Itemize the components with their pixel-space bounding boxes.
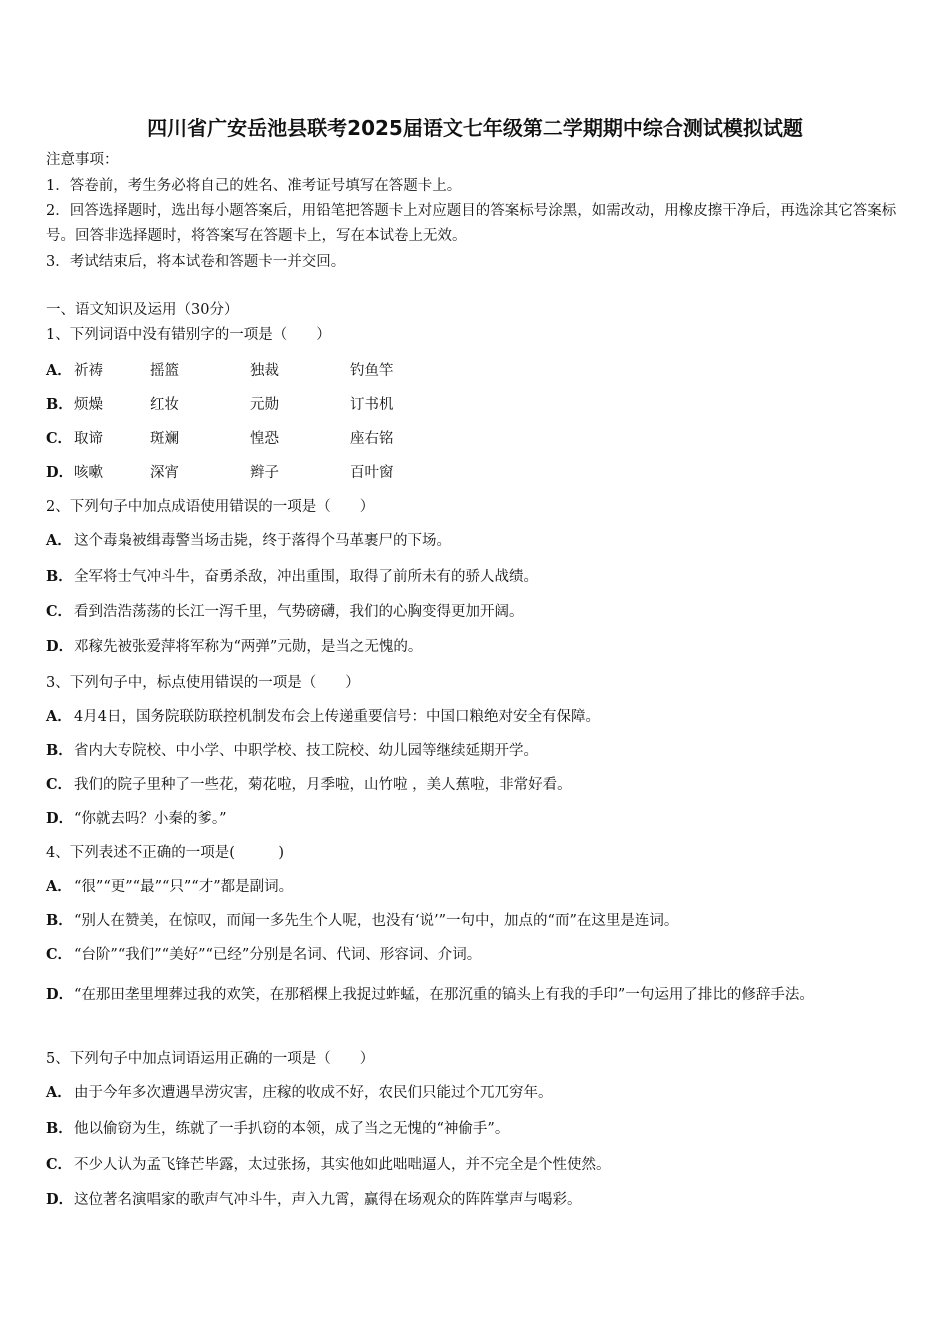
question-1-stem: 1、下列词语中没有错别字的一项是（ ） [46, 327, 331, 343]
option-text: “台阶”“我们”“美好”“已经”分别是名词、代词、形容词、介词。 [74, 947, 482, 963]
option-word: 惶恐 [250, 431, 279, 447]
question-5-stem: 5、下列句子中加点词语运用正确的一项是（ ） [46, 1051, 375, 1067]
question-2-stem: 2、下列句子中加点成语使用错误的一项是（ ） [46, 499, 375, 515]
option-text: 4月4日，国务院联防联控机制发布会上传递重要信号：中国口粮绝对安全有保障。 [74, 709, 600, 725]
option-word: 座右铭 [350, 431, 394, 447]
option-text: 他以偷窃为生，练就了一手扒窃的本领，成了当之无愧的“神偷手”。 [74, 1121, 510, 1137]
question-2-option-d [46, 637, 422, 657]
question-4-option-c [46, 945, 481, 965]
option-word: 深宵 [150, 465, 179, 481]
question-5-option-d [46, 1190, 582, 1210]
question-4-stem: 4、下列表述不正确的一项是( ) [46, 845, 285, 861]
option-label: D． [46, 986, 74, 1003]
option-text: “在那田垄里埋葬过我的欢笑，在那稻棵上我捉过蚱蜢，在那沉重的镐头上有我的手印”一句运用了排比的修辞手法。 [74, 987, 814, 1003]
notice-heading: 注意事项： [46, 152, 119, 168]
question-3-stem: 3、下列句子中，标点使用错误的一项是（ ） [46, 675, 360, 691]
option-label: A． [46, 1084, 72, 1101]
option-label: A． [46, 362, 72, 379]
option-text: 我们的院子里种了一些花，菊花啦，月季啦，山竹啦 ，美人蕉啦，非常好看。 [74, 777, 572, 793]
option-label: D． [46, 1191, 74, 1208]
section-heading: 一、语文知识及运用（30分） [46, 302, 239, 318]
option-word: 斑斓 [150, 431, 179, 447]
option-word: 辫子 [250, 465, 279, 481]
option-word: 钓鱼竿 [350, 363, 394, 379]
question-4-option-a [46, 877, 293, 897]
option-label: D． [46, 810, 74, 827]
option-text: 看到浩浩荡荡的长江一泻千里，气势磅礴，我们的心胸变得更加开阔。 [74, 604, 524, 620]
question-4-option-b [46, 911, 678, 931]
option-text: 全军将士气冲斗牛，奋勇杀敌，冲出重围，取得了前所未有的骄人战绩。 [74, 569, 538, 585]
notice-item-3: 3．考试结束后，将本试卷和答题卡一并交回。 [46, 254, 346, 270]
notice-item-1: 1．答卷前，考生务必将自己的姓名、准考证号填写在答题卡上。 [46, 178, 462, 194]
option-word: 咳嗽 [74, 465, 103, 481]
question-5-option-c [46, 1155, 611, 1175]
option-label: D． [46, 464, 74, 481]
option-label: A． [46, 708, 72, 725]
option-word: 红妆 [150, 397, 179, 413]
question-3-option-d [46, 809, 227, 829]
option-text: 这个毒枭被缉毒警当场击毙，终于落得个马革裹尸的下场。 [74, 533, 451, 549]
question-4-option-d [46, 976, 902, 1014]
option-text: 不少人认为孟飞锋芒毕露，太过张扬，其实他如此咄咄逼人，并不完全是个性使然。 [74, 1157, 611, 1173]
option-word: 摇篮 [150, 363, 179, 379]
option-word: 烦燥 [74, 397, 103, 413]
option-word: 独裁 [250, 363, 279, 379]
option-label: A． [46, 532, 72, 549]
page-title: 四川省广安岳池县联考2025届语文七年级第二学期期中综合测试模拟试题 [147, 116, 803, 140]
option-label: B． [46, 742, 73, 759]
option-text: 这位著名演唱家的歌声气冲斗牛，声入九霄，赢得在场观众的阵阵掌声与喝彩。 [74, 1192, 582, 1208]
question-5-option-b [46, 1119, 509, 1139]
option-text: “很”“更”“最”“只”“才”都是副词。 [74, 879, 294, 895]
question-5-option-a [46, 1083, 553, 1103]
option-label: C． [46, 776, 73, 793]
option-label: C． [46, 430, 73, 447]
option-word: 订书机 [350, 397, 394, 413]
option-label: A． [46, 878, 72, 895]
question-3-option-c [46, 775, 572, 795]
question-3-option-b [46, 741, 538, 761]
option-text: “你就去吗？小秦的爹。” [74, 811, 227, 827]
option-label: C． [46, 1156, 73, 1173]
option-label: B． [46, 396, 73, 413]
option-text: 由于今年多次遭遇旱涝灾害，庄稼的收成不好，农民们只能过个兀兀穷年。 [74, 1085, 553, 1101]
question-2-option-b [46, 567, 538, 587]
option-label: C． [46, 946, 73, 963]
notice-item-2: 2．回答选择题时，选出每小题答案后，用铅笔把答题卡上对应题目的答案标号涂黑，如需改动，用橡皮擦干净后，再选涂其它答案标号。回答非选择题时，将答案写在答题卡上，写在本试卷上无效。 [46, 203, 897, 244]
question-2-option-a [46, 531, 451, 551]
question-2-option-c [46, 602, 524, 622]
option-text: “别人在赞美，在惊叹，而闻一多先生个人呢，也没有‘说’”一句中，加点的“而”在这里是连词。 [74, 913, 679, 929]
option-word: 百叶窗 [350, 465, 394, 481]
option-label: B． [46, 1120, 73, 1137]
option-word: 祈祷 [74, 363, 103, 379]
option-label: B． [46, 568, 73, 585]
option-label: C． [46, 603, 73, 620]
option-word: 元勋 [250, 397, 279, 413]
option-text: 邓稼先被张爱萍将军称为“两弹”元勋，是当之无愧的。 [74, 639, 423, 655]
option-label: B． [46, 912, 73, 929]
option-label: D． [46, 638, 74, 655]
question-3-option-a [46, 707, 600, 727]
option-text: 省内大专院校、中小学、中职学校、技工院校、幼儿园等继续延期开学。 [74, 743, 538, 759]
option-word: 取谛 [74, 431, 103, 447]
